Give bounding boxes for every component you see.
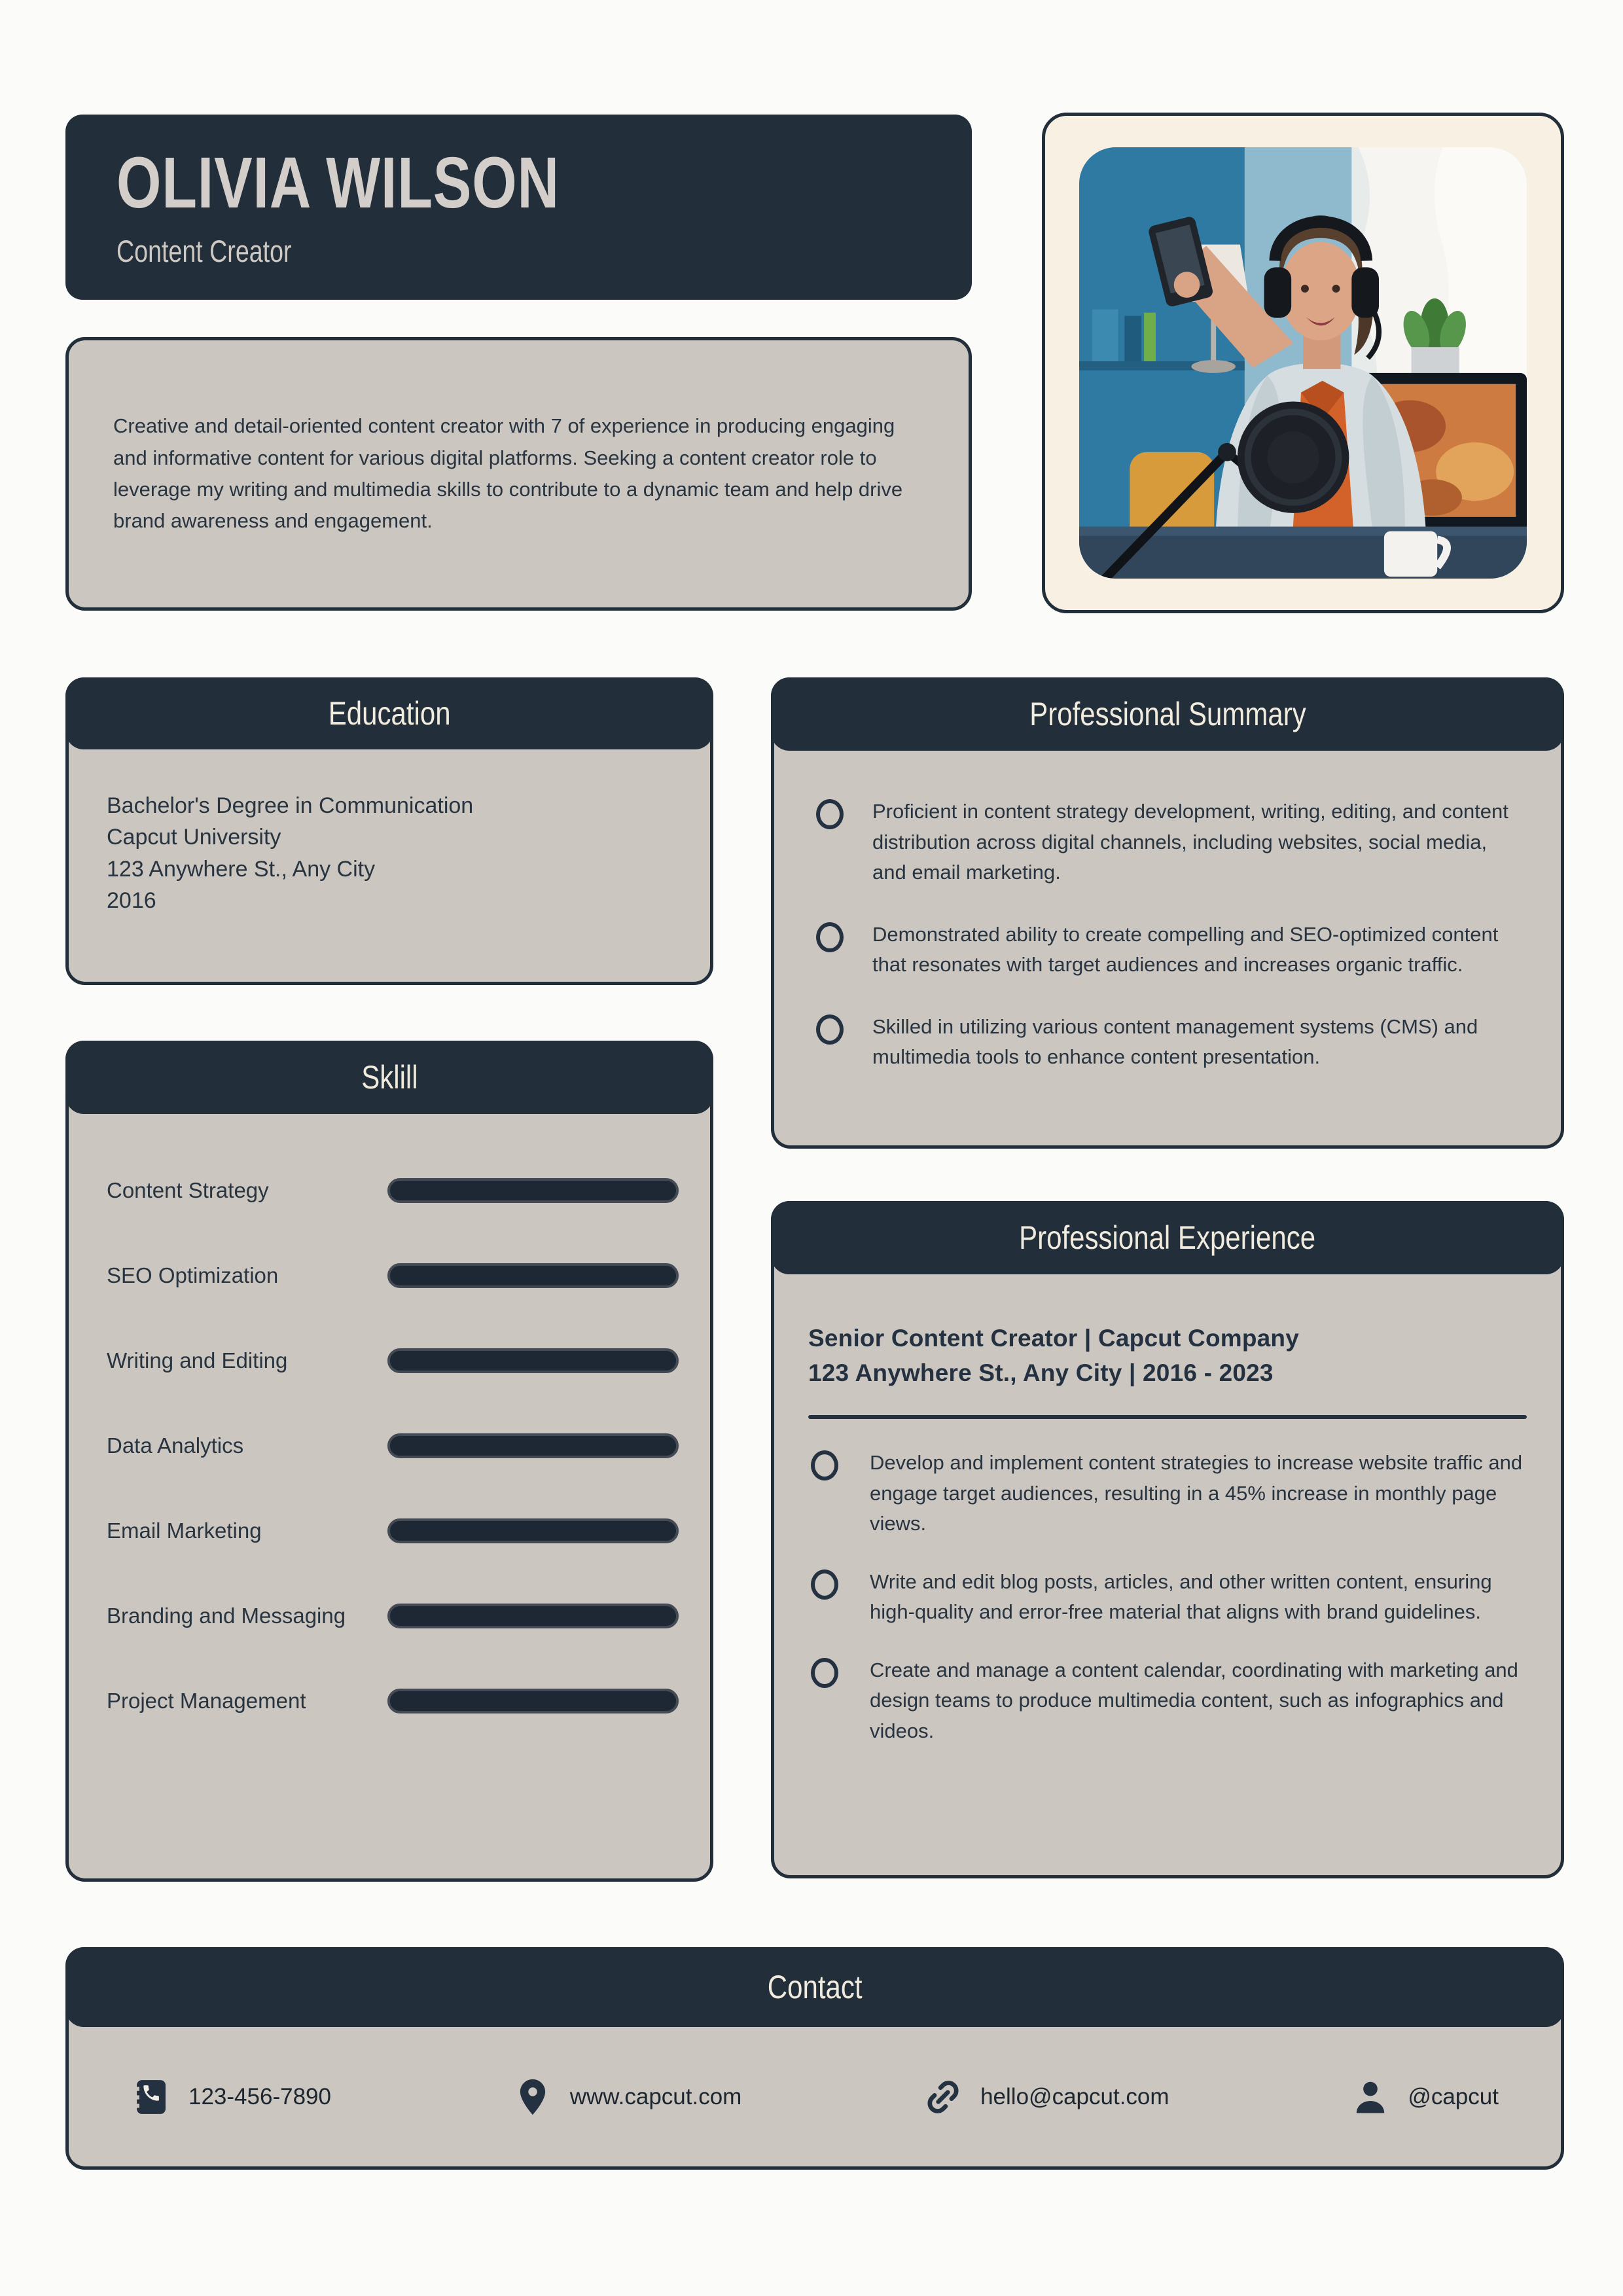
person-role: Content Creator <box>116 233 292 268</box>
contact-title: Contact <box>767 1969 863 2005</box>
education-school: Capcut University <box>107 825 281 850</box>
contact-phone-value: 123-456-7890 <box>188 2083 331 2109</box>
location-icon <box>512 2077 553 2117</box>
skill-row <box>107 1318 679 1403</box>
bullet-circle-icon <box>811 1570 838 1600</box>
contact-handle-value: @capcut <box>1408 2083 1499 2109</box>
skill-label: Data Analytics <box>107 1433 244 1458</box>
skill-label: Writing and Editing <box>107 1348 288 1372</box>
experience-body <box>774 1274 1561 1746</box>
skill-progress-bar <box>387 1689 679 1713</box>
professional-summary-list <box>774 751 1561 1073</box>
skill-row <box>107 1573 679 1659</box>
education-section <box>65 677 713 985</box>
skills-list <box>69 1114 710 1744</box>
person-name: OLIVIA WILSON <box>116 143 560 224</box>
contact-item-handle <box>1350 2077 1499 2117</box>
skill-row <box>107 1233 679 1318</box>
list-item <box>808 1567 1527 1628</box>
divider <box>808 1415 1527 1419</box>
contact-section <box>65 1947 1564 2170</box>
professional-summary-header <box>771 677 1564 751</box>
experience-header <box>771 1201 1564 1274</box>
contact-item-email <box>923 2077 1169 2117</box>
profile-photo-frame <box>1042 113 1564 613</box>
skill-progress-bar <box>387 1263 679 1288</box>
profile-photo <box>1079 147 1527 579</box>
education-year: 2016 <box>107 888 156 913</box>
user-icon <box>1350 2077 1391 2117</box>
experience-meta: 123 Anywhere St., Any City | 2016 - 2023 <box>808 1359 1274 1386</box>
bullet-text: Write and edit blog posts, articles, and other written content, ensuring high-quality and error-free material that aligns with brand guidelines. <box>870 1570 1492 1624</box>
skill-progress-bar <box>387 1433 679 1458</box>
education-title: Education <box>328 695 451 732</box>
skill-row <box>107 1403 679 1488</box>
bullet-circle-icon <box>816 922 844 952</box>
list-item <box>813 797 1522 888</box>
skills-title: Sklill <box>361 1059 418 1096</box>
skill-progress-bar <box>387 1604 679 1628</box>
skill-label: Email Marketing <box>107 1518 262 1543</box>
experience-role: Senior Content Creator | Capcut Company <box>808 1325 1300 1352</box>
bullet-text: Skilled in utilizing various content management systems (CMS) and multimedia tools to enhance content presentation. <box>872 1014 1478 1068</box>
list-item <box>808 1448 1527 1539</box>
professional-summary-title: Professional Summary <box>1029 696 1306 732</box>
skill-row <box>107 1148 679 1233</box>
profile-summary-text: Creative and detail-oriented content creator with 7 of experience in producing engaging and informative content for various digital platforms. Seeking a content creator role to leverage my writing and multimedia skills to contribute to a dynamic team and help drive brand awareness and engagement. <box>113 414 903 533</box>
skill-progress-bar <box>387 1178 679 1203</box>
contact-header <box>65 1947 1564 2027</box>
bullet-circle-icon <box>816 799 844 829</box>
link-icon <box>923 2077 963 2117</box>
bullet-circle-icon <box>816 1014 844 1045</box>
list-item <box>813 1012 1522 1073</box>
phone-icon <box>131 2077 171 2117</box>
list-item <box>813 920 1522 980</box>
skill-label: Branding and Messaging <box>107 1604 346 1628</box>
name-header <box>65 115 972 300</box>
contact-email-value: hello@capcut.com <box>980 2083 1169 2109</box>
skill-label: SEO Optimization <box>107 1263 279 1287</box>
skill-progress-bar <box>387 1518 679 1543</box>
skill-row <box>107 1488 679 1573</box>
bullet-text: Demonstrated ability to create compelling and SEO-optimized content that resonates with target audiences and increases organic traffic. <box>872 922 1499 976</box>
list-item <box>808 1655 1527 1747</box>
skills-header <box>65 1041 713 1114</box>
experience-section <box>771 1201 1564 1878</box>
bullet-text: Proficient in content strategy development, writing, editing, and content distribution across digital channels, including websites, social media, and email marketing. <box>872 800 1508 884</box>
bullet-text: Develop and implement content strategies to increase website traffic and engage target audiences, resulting in a 45% increase in monthly page views. <box>870 1451 1523 1535</box>
experience-title: Professional Experience <box>1019 1219 1316 1256</box>
skill-progress-bar <box>387 1348 679 1373</box>
contact-list <box>69 2027 1561 2166</box>
professional-summary-section <box>771 677 1564 1149</box>
contact-item-website <box>512 2077 742 2117</box>
education-header <box>65 677 713 749</box>
contact-website-value: www.capcut.com <box>569 2083 742 2109</box>
skill-row <box>107 1659 679 1744</box>
bullet-circle-icon <box>811 1658 838 1688</box>
contact-item-phone <box>131 2077 331 2117</box>
education-address: 123 Anywhere St., Any City <box>107 856 376 882</box>
skill-label: Project Management <box>107 1689 306 1713</box>
bullet-circle-icon <box>811 1450 838 1480</box>
photo-illustration <box>1079 147 1527 579</box>
bullet-text: Create and manage a content calendar, coordinating with marketing and design teams to produce multimedia content, such as infographics and videos. <box>870 1658 1518 1742</box>
education-body <box>69 749 710 916</box>
skills-section <box>65 1041 713 1882</box>
education-degree: Bachelor's Degree in Communication <box>107 793 474 818</box>
profile-summary-box <box>65 337 972 611</box>
skill-label: Content Strategy <box>107 1178 269 1202</box>
